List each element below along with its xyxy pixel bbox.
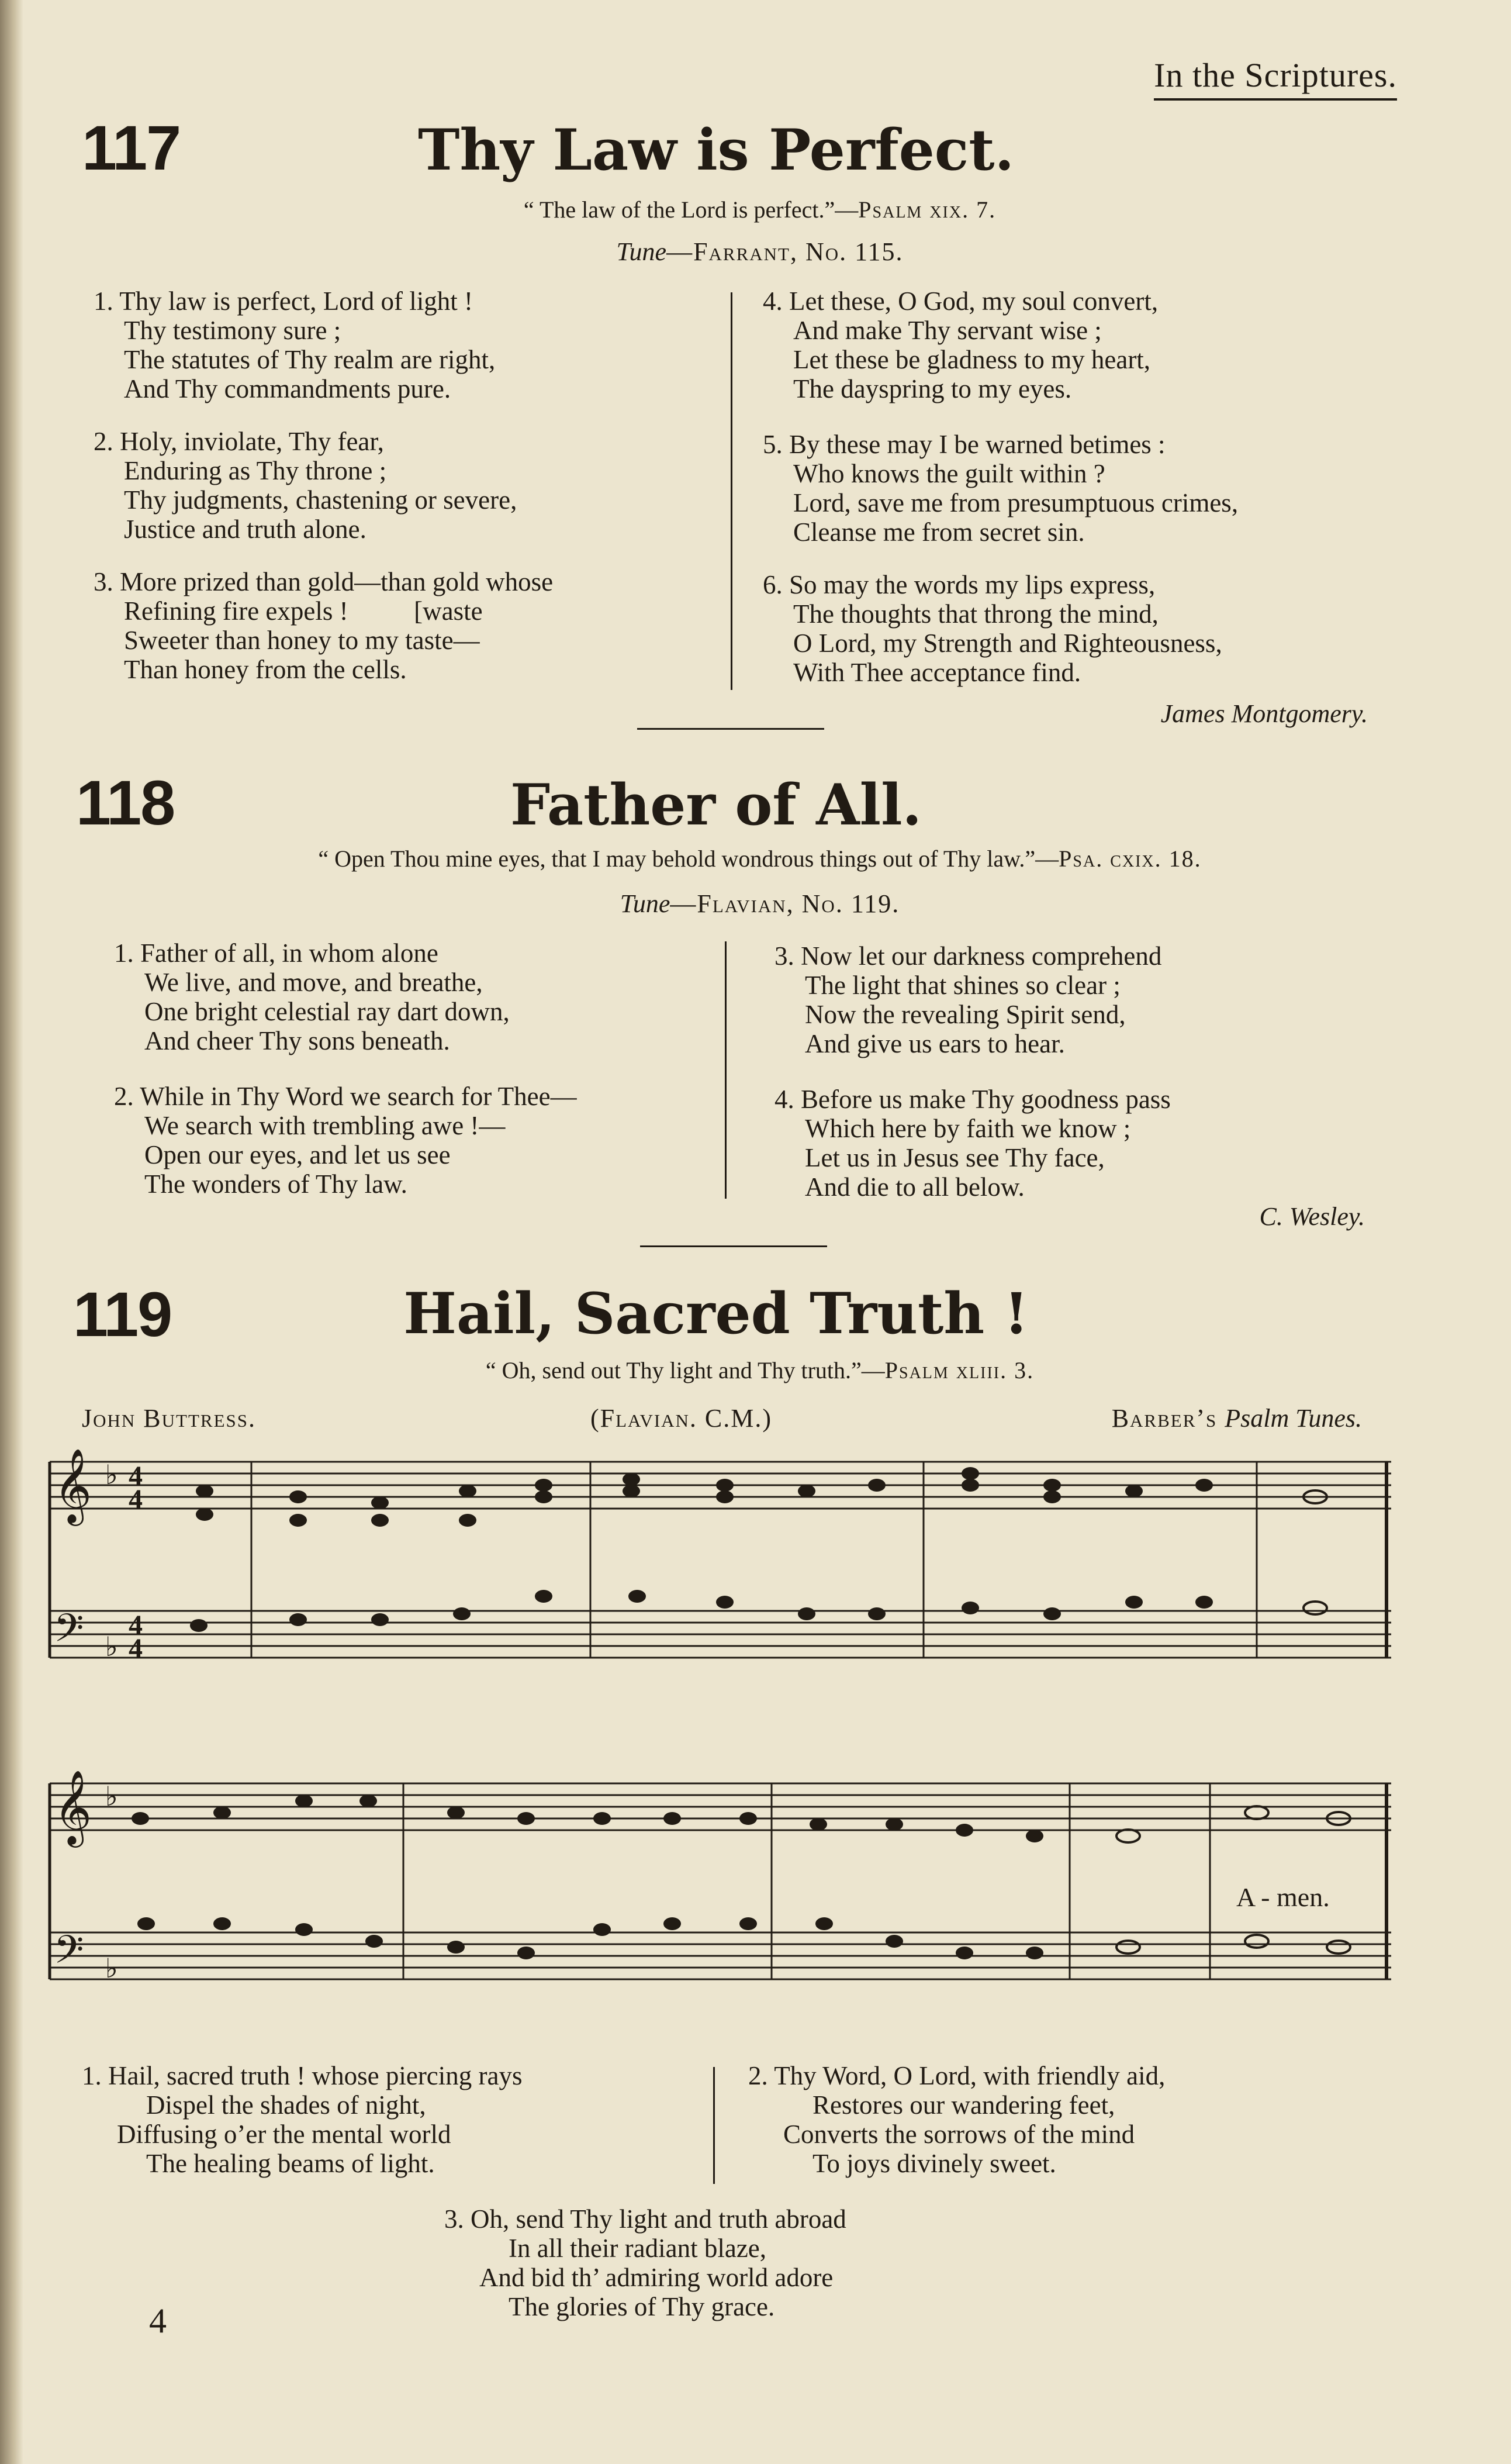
verse-line: Cleanse me from secret sin. bbox=[793, 517, 1085, 547]
hymn-title: Father of All. bbox=[510, 772, 922, 838]
verse-number: 2. bbox=[114, 1082, 134, 1111]
verse-line: And cheer Thy sons beneath. bbox=[144, 1026, 450, 1055]
hymn-number: 119 bbox=[73, 1279, 172, 1350]
verse-line: Enduring as Thy throne ; bbox=[124, 456, 387, 485]
verse-line: The thoughts that throng the mind, bbox=[793, 599, 1159, 629]
epigraph-reference: Psalm xix. 7. bbox=[858, 196, 997, 223]
score-notes bbox=[132, 1467, 1350, 1959]
verse-line: In all their radiant blaze, bbox=[509, 2234, 767, 2263]
verse-line: Dispel the shades of night, bbox=[146, 2090, 426, 2120]
hymn-author: C. Wesley. bbox=[1259, 1202, 1365, 1231]
hymn-title: Thy Law is Perfect. bbox=[418, 117, 1014, 183]
verse bbox=[774, 1085, 1171, 1202]
section-divider bbox=[637, 728, 824, 730]
verse-line: 3. Oh, send Thy light and truth abroad bbox=[444, 2204, 846, 2234]
section-divider bbox=[640, 1245, 827, 1247]
score-staves bbox=[50, 1462, 1391, 1979]
verse-line: We search with trembling awe !— bbox=[144, 1111, 506, 1140]
verse-number: 2. bbox=[748, 2061, 768, 2090]
verse-line: And give us ears to hear. bbox=[805, 1029, 1065, 1058]
verse-line: Refining fire expels ! [waste bbox=[124, 596, 483, 626]
epigraph-quote: “ Oh, send out Thy light and Thy truth.”— bbox=[485, 1357, 885, 1383]
verse-line: To joys divinely sweet. bbox=[812, 2149, 1056, 2178]
verse-line: The dayspring to my eyes. bbox=[793, 374, 1072, 403]
verse-line: 4. Let these, O God, my soul convert, bbox=[763, 287, 1159, 316]
verse-line: Thy testimony sure ; bbox=[124, 316, 341, 345]
verse-line: O Lord, my Strength and Righteousness, bbox=[793, 629, 1222, 658]
verse bbox=[748, 2061, 1165, 2178]
verse-number: 1. bbox=[94, 287, 113, 316]
verse-line: 2. Holy, inviolate, Thy fear, bbox=[94, 427, 384, 456]
verse-line: Thy judgments, chastening or severe, bbox=[124, 485, 517, 515]
epigraph bbox=[88, 196, 1432, 223]
epigraph-reference: Psa. cxix. 18. bbox=[1059, 846, 1202, 872]
verse-line: 4. Before us make Thy goodness pass bbox=[774, 1085, 1171, 1114]
tune-line bbox=[234, 237, 1286, 267]
verse-line: One bright celestial ray dart down, bbox=[144, 997, 510, 1026]
hymn-number: 117 bbox=[82, 112, 181, 183]
running-head: In the Scriptures. bbox=[1154, 56, 1397, 101]
treble-clef-icon: 𝄞 bbox=[54, 1450, 92, 1521]
time-signature-top: 4 bbox=[129, 1610, 143, 1641]
verse-number: 6. bbox=[763, 570, 783, 599]
verse-line: Restores our wandering feet, bbox=[812, 2090, 1115, 2120]
page-edge bbox=[0, 0, 23, 2464]
composer: John Buttress. bbox=[82, 1404, 256, 1433]
verse-number: 4. bbox=[774, 1085, 794, 1114]
column-divider bbox=[731, 292, 732, 690]
verse-line: Than honey from the cells. bbox=[124, 655, 407, 684]
tune-source: Barber’s Psalm Tunes. bbox=[1111, 1404, 1362, 1433]
bass-clef-icon: 𝄢 bbox=[54, 1608, 84, 1659]
verse-line: Who knows the guilt within ? bbox=[793, 459, 1105, 488]
music-score bbox=[0, 1438, 1511, 2035]
verse-line: We live, and move, and breathe, bbox=[144, 968, 483, 997]
epigraph bbox=[88, 1357, 1432, 1384]
column-divider bbox=[725, 941, 727, 1199]
tune-label: Tune bbox=[620, 889, 670, 918]
time-signature-top: 4 bbox=[129, 1461, 143, 1492]
verse bbox=[82, 2061, 523, 2178]
verse-line: The wonders of Thy law. bbox=[144, 1169, 407, 1199]
epigraph-quote: “ Open Thou mine eyes, that I may behold wondrous things out of Thy law.”— bbox=[318, 846, 1059, 872]
tune-meter: (Flavian. C.M.) bbox=[590, 1404, 773, 1433]
verse bbox=[94, 287, 495, 403]
verse-line: 2. Thy Word, O Lord, with friendly aid, bbox=[748, 2061, 1166, 2090]
verse-line: Converts the sorrows of the mind bbox=[783, 2120, 1135, 2149]
verse-number: 3. bbox=[94, 567, 113, 596]
time-signature-bottom: 4 bbox=[129, 1484, 143, 1515]
key-flat-icon: ♭ bbox=[105, 1954, 118, 1983]
verse-line: The light that shines so clear ; bbox=[805, 971, 1121, 1000]
time-signature-bottom: 4 bbox=[129, 1633, 143, 1664]
epigraph bbox=[88, 845, 1432, 872]
tune-name: —Farrant, No. 115. bbox=[666, 237, 904, 266]
tune-line bbox=[234, 889, 1286, 919]
verse-number: 5. bbox=[763, 430, 783, 459]
verse-line: The healing beams of light. bbox=[146, 2149, 435, 2178]
verse-line: 3. Now let our darkness comprehend bbox=[774, 941, 1162, 971]
verse-number: 1. bbox=[82, 2061, 102, 2090]
amen-lyric: A - men. bbox=[1236, 1882, 1330, 1912]
treble-clef-icon: 𝄞 bbox=[54, 1772, 92, 1843]
verse-line: Justice and truth alone. bbox=[124, 515, 366, 544]
verse-line: Open our eyes, and let us see bbox=[144, 1140, 451, 1169]
tune-name: —Flavian, No. 119. bbox=[670, 889, 900, 918]
verse bbox=[114, 938, 510, 1055]
verse-line: 1. Thy law is perfect, Lord of light ! bbox=[94, 287, 473, 316]
key-flat-icon: ♭ bbox=[105, 1782, 118, 1811]
verse-line: 6. So may the words my lips express, bbox=[763, 570, 1156, 599]
verse bbox=[444, 2204, 846, 2321]
verse bbox=[763, 430, 1238, 547]
verse-number: 3. bbox=[774, 941, 794, 971]
verse bbox=[94, 427, 517, 544]
verse-line: 3. More prized than gold—than gold whose bbox=[94, 567, 554, 596]
hymn-author: James Montgomery. bbox=[1160, 699, 1368, 728]
verse-line: Now the revealing Spirit send, bbox=[805, 1000, 1126, 1029]
verse-line: 1. Father of all, in whom alone bbox=[114, 938, 438, 968]
verse-number: 3. bbox=[444, 2204, 464, 2234]
key-flat-icon: ♭ bbox=[105, 1460, 118, 1490]
epigraph-reference: Psalm xliii. 3. bbox=[884, 1357, 1035, 1383]
verse bbox=[763, 570, 1222, 687]
verse-number: 2. bbox=[94, 427, 113, 456]
verse-line: Let these be gladness to my heart, bbox=[793, 345, 1151, 374]
hymn-title: Hail, Sacred Truth ! bbox=[403, 1281, 1029, 1347]
key-flat-icon: ♭ bbox=[105, 1632, 118, 1662]
bass-clef-icon: 𝄢 bbox=[54, 1930, 84, 1981]
verse-number: 1. bbox=[114, 938, 134, 968]
verse-line: Which here by faith we know ; bbox=[805, 1114, 1131, 1143]
verse-line: Let us in Jesus see Thy face, bbox=[805, 1143, 1105, 1172]
verse-line: 1. Hail, sacred truth ! whose piercing rays bbox=[82, 2061, 523, 2090]
tune-label: Tune bbox=[616, 237, 667, 266]
verse-line: Diffusing o’er the mental world bbox=[117, 2120, 451, 2149]
verse-line: The statutes of Thy realm are right, bbox=[124, 345, 496, 374]
verse bbox=[114, 1082, 577, 1199]
verse bbox=[774, 941, 1161, 1058]
verse-number: 4. bbox=[763, 287, 783, 316]
verse-line: And Thy commandments pure. bbox=[124, 374, 451, 403]
epigraph-quote: “ The law of the Lord is perfect.”— bbox=[523, 196, 859, 223]
hymn-number: 118 bbox=[76, 767, 175, 838]
verse-line: And die to all below. bbox=[805, 1172, 1025, 1202]
verse bbox=[763, 287, 1158, 403]
verse bbox=[94, 567, 553, 684]
verse-line: 2. While in Thy Word we search for Thee— bbox=[114, 1082, 577, 1111]
verse-line: 5. By these may I be warned betimes : bbox=[763, 430, 1166, 459]
verse-line: And make Thy servant wise ; bbox=[793, 316, 1102, 345]
verse-line: Sweeter than honey to my taste— bbox=[124, 626, 480, 655]
column-divider bbox=[713, 2067, 715, 2184]
verse-line: Lord, save me from presumptuous crimes, bbox=[793, 488, 1239, 517]
verse-line: The glories of Thy grace. bbox=[509, 2292, 775, 2321]
verse-line: With Thee acceptance find. bbox=[793, 658, 1081, 687]
page-number: 4 bbox=[149, 2301, 167, 2340]
verse-line: And bid th’ admiring world adore bbox=[479, 2263, 834, 2292]
